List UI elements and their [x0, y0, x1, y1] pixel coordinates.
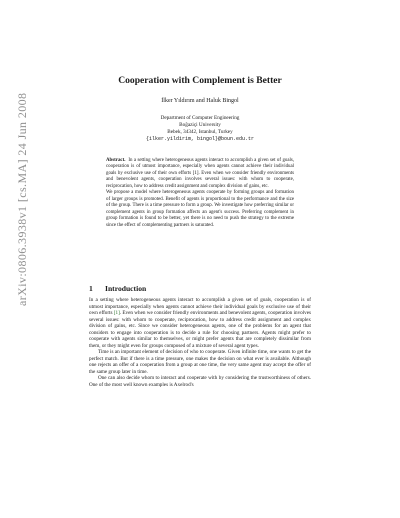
abstract-block: [106, 158, 294, 229]
arxiv-identifier-stamp: arXiv:0806.3938v1 [cs.MA] 24 Jun 2008: [15, 92, 29, 306]
body-p1-text-a: In a setting where heterogeneous agents interact to accomplish a given set of goals, cooperation is of utmost importance, especially when agents cannot achieve their individual goals by exclusive use of their own efforts: [89, 297, 311, 316]
body-paragraph-1: [89, 297, 311, 349]
abstract-heading: Abstract.: [106, 158, 126, 163]
section-heading-introduction: [89, 284, 146, 293]
body-paragraph-3: One can also decide whom to interact and cooperate with by considering the trustworthiness of others. One of the most well known examples is Axelrod's: [89, 375, 311, 388]
paper-authors: İlker Yıldırım and Haluk Bingol: [161, 98, 239, 104]
body-p1-text-b: . Even when we consider friendly environments and benevolent agents, cooperation involves several issues: with whom to cooperate, reciprocation, how to address credit assignment and complex division of gains, etc. Since we consider heterogeneous agents, one of the problems for an agent that considers to engage into cooperation is to decide a rule for choosing partners. Agents might prefer to cooperate with agents similar to themselves, or might prefer agents that are completely dissimilar from them, or they might even for groups composed of a mixture of several agent types.: [89, 310, 311, 349]
abstract-paragraph-1: [106, 158, 294, 190]
introduction-body: [89, 297, 311, 388]
abstract-text-1: In a setting where heterogeneous agents interact to accomplish a given set of goals, cooperation is of utmost importance, especially when agents cannot achieve their individual goals by exclusive use of their own efforts [1]. Even when we consider friendly environments and benevolent agents, cooperation involves several issues: with whom to cooperate, reciprocation, how to address credit assignment and complex division of gains, etc.: [106, 158, 294, 189]
section-number: 1: [89, 284, 93, 293]
body-paragraph-2: Time is an important element of decision of who to cooperate. Given infinite time, one wants to get the perfect match. But if there is a time pressure, one makes the decision on what ever is available. Although one rejects an offer of a cooperation from a group at one time, the very same agent may accept the offer of the same group later in time.: [89, 349, 311, 375]
affiliation-department: Department of Computer Engineering: [160, 115, 240, 121]
affiliation-university: Boğaziçi University: [179, 122, 221, 128]
author-affiliation: [0, 115, 400, 143]
citation-link-1[interactable]: [1]: [113, 310, 120, 316]
abstract-paragraph-2: We propose a model where heterogeneous agents cooperate by forming groups and formation of larger groups is promoted. Benefit of agents is proportional to the performance and the size of the group. There is a time pressure to form a group. We investigate how preferring similar or complement agents in group formation affects an agent's success. Preferring complement in group formation is found to be better, yet there is no need to push the strategy to the extreme since the effect of complementing partners is saturated.: [106, 190, 294, 228]
section-title: Introduction: [105, 284, 147, 293]
paper-title: Cooperation with Complement is Better: [118, 75, 282, 86]
affiliation-email: {ilker.yildirim, bingol}@boun.edu.tr: [145, 136, 255, 142]
affiliation-address: Bebek, 34342, Istanbul, Turkey: [167, 129, 233, 135]
